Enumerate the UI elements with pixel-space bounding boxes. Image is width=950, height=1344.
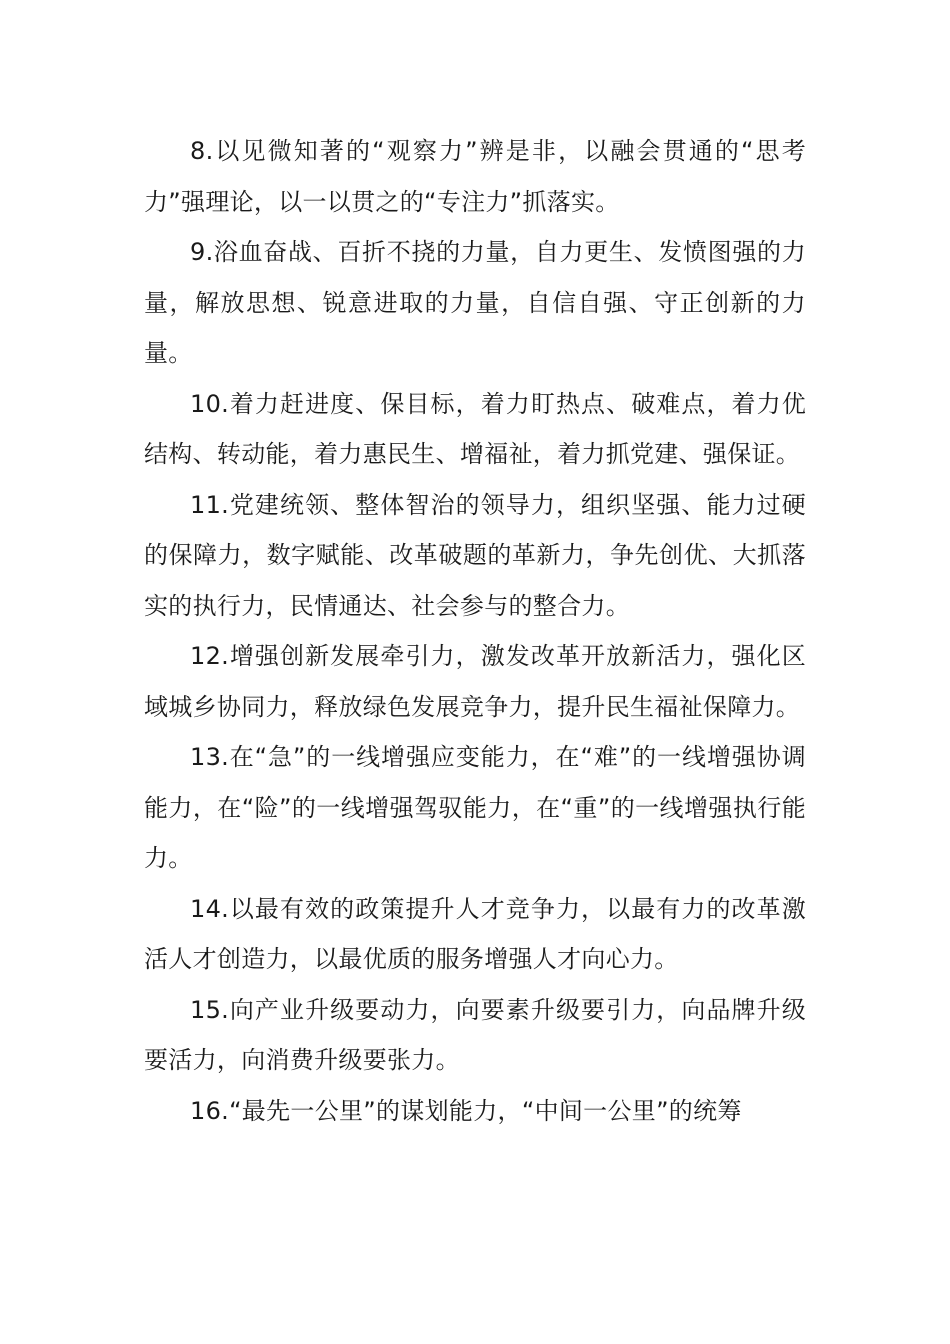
paragraph-15: 15.向产业升级要动力，向要素升级要引力，向品牌升级要活力，向消费升级要张力。 (144, 995, 806, 1074)
paragraph-14: 14.以最有效的政策提升人才竞争力，以最有力的改革激活人才创造力，以最优质的服务增强人才向心力。 (144, 894, 806, 973)
paragraph-13: 13.在“急”的一线增强应变能力，在“难”的一线增强协调能力，在“险”的一线增强驾驭能力，在“重”的一线增强执行能力。 (144, 743, 806, 872)
paragraph-11: 11.党建统领、整体智治的领导力，组织坚强、能力过硬的保障力，数字赋能、改革破题的革新力，争先创优、大抓落实的执行力，民情通达、社会参与的整合力。 (144, 490, 806, 620)
paragraph-10: 10.着力赶进度、保目标，着力盯热点、破难点，着力优结构、转动能，着力惠民生、增福祉，着力抓党建、强保证。 (144, 389, 806, 468)
paragraph-8: 8.以见微知著的“观察力”辨是非，以融会贯通的“思考力”强理论，以一以贯之的“专注力”抓落实。 (144, 137, 806, 216)
document-body (144, 126, 806, 1136)
paragraph-12: 12.增强创新发展牵引力，激发改革开放新活力，强化区域城乡协同力，释放绿色发展竞争力，提升民生福祉保障力。 (144, 642, 806, 721)
paragraph-16: 16.“最先一公里”的谋划能力，“中间一公里”的统筹 (190, 1096, 742, 1125)
paragraph-9: 9.浴血奋战、百折不挠的力量，自力更生、发愤图强的力量，解放思想、锐意进取的力量，自信自强、守正创新的力量。 (144, 238, 806, 367)
